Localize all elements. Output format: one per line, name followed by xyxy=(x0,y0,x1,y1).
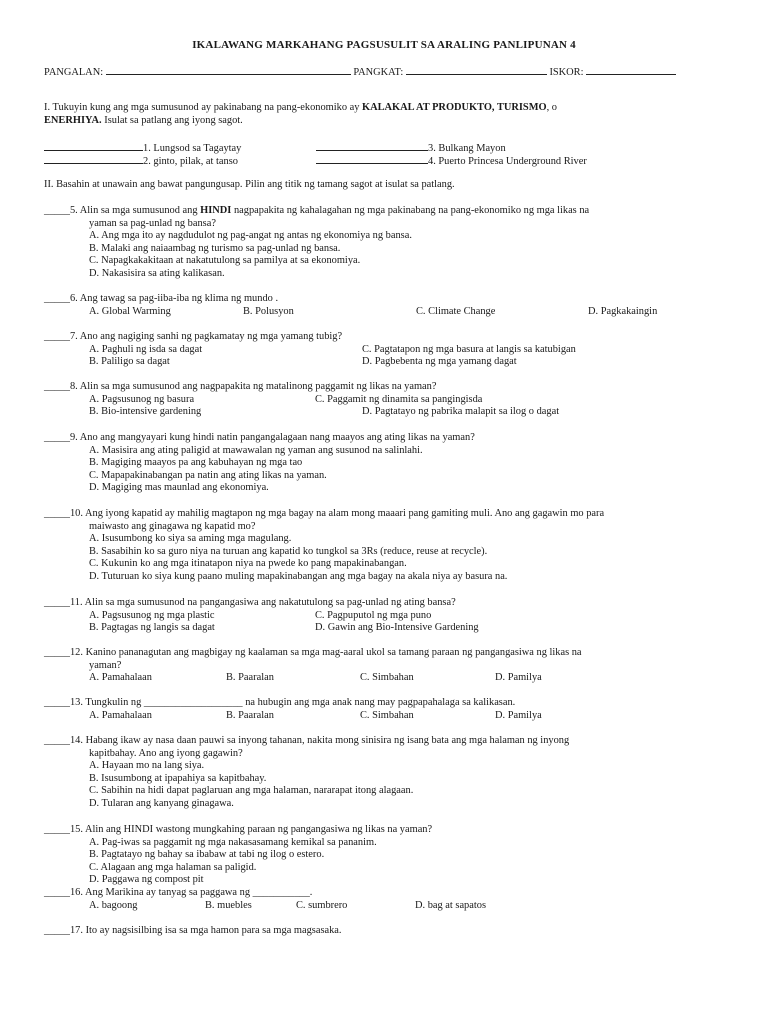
choice-c: C. Mapapakinabangan pa natin ang ating likas na yaman. xyxy=(89,469,327,481)
choice-a: A. Pamahalaan xyxy=(89,672,152,683)
part1-item-1: 1. Lungsod sa Tagaytay xyxy=(44,141,241,156)
choice-c: C. sumbrero xyxy=(296,899,348,911)
choice-c: C. Pagpuputol ng mga puno xyxy=(315,609,432,621)
name-field[interactable] xyxy=(106,65,351,75)
choice-d: D. Gawin ang Bio-Intensive Gardening xyxy=(315,622,479,633)
choice-d: D. bag at sapatos xyxy=(415,899,486,911)
choice-b: B. Malaki ang naiaambag ng turismo sa pag-unlad ng bansa. xyxy=(89,242,341,254)
choice-b: B. Isusumbong at ipapahiya sa kapitbahay. xyxy=(89,772,267,784)
part1-item-3: 3. Bulkang Mayon xyxy=(316,141,506,156)
choice-c: C. Napagkakakitaan at nakatutulong sa pamilya at sa ekonomiya. xyxy=(89,255,361,266)
part2-instruction: II. Basahin at unawain ang bawat pangungusap. Pilin ang titik ng tamang sagot at isulat sa patlang. xyxy=(44,179,455,190)
choice-d: D. Magiging mas maunlad ang ekonomiya. xyxy=(89,482,269,493)
question-9: _____9. Ano ang mangyayari kung hindi natin pangangalagaan nang maayos ang ating likas na yaman? A. Masisira ang ating paligid at mawawalan ng yaman ang susunod na salinlahi. B. Magiging maayos pa ang kabuhayan ng mga tao C. Mapapakinabangan pa natin ang ating likas na yaman. D. Magiging mas maunlad ang ekonomiya. xyxy=(44,432,734,495)
answer-blank[interactable] xyxy=(44,141,143,151)
choice-c: C. Paggamit ng dinamita sa pangingisda xyxy=(315,393,483,405)
question-12: _____12. Kanino pananagutan ang magbigay ng kaalaman sa mga mag-aaral ukol sa tamang paraan ng pangangasiwa ng likas na yaman? A. Pamahalaan B. Paaralan C. Simbahan D. Pamilya xyxy=(44,647,582,683)
choice-d: D. Pagbebenta ng mga yamang dagat xyxy=(362,356,517,367)
choice-d: D. Paggawa ng compost pit xyxy=(89,874,204,885)
choice-b: B. Pagtatayo ng bahay sa ibabaw at tabi ng ilog o estero. xyxy=(89,849,325,860)
score-field[interactable] xyxy=(586,65,676,75)
choice-a: A. Pagsusunog ng mga plastic xyxy=(89,609,215,621)
question-8: _____8. Alin sa mga sumusunod ang nagpapakita ng matalinong paggamit ng likas na yaman? A. Pagsusunog ng basura C. Paggamit ng dinamita sa pangingisda B. Bio-intensive gardening D. Pagtatayo ng pabrika malapit sa ilog o dagat xyxy=(44,381,560,417)
choice-d: D. Tuturuan ko siya kung paano muling mapakinabangan ang mga bagay na akala niya ay basura na. xyxy=(89,570,508,582)
score-label: ISKOR: xyxy=(549,67,584,78)
question-5: _____5. Alin sa mga sumusunod ang HINDI nagpapakita ng kahalagahan ng mga pakinabang na pang-ekonomiko ng mga likas na yaman sa pag-unlad ng bansa? A. Ang mga ito ay nagdudulot ng pag-angat ng antas ng ekonomiya ng bansa. B. Malaki ang naiaambag ng turismo sa pag-unlad ng bansa. C. Napagkakakitaan at nakatutulong sa pamilya at sa ekonomiya. D. Nakasisira sa ating kalikasan. xyxy=(44,205,734,280)
question-16: _____16. Ang Marikina ay tanyag sa paggawa ng ___________. A. bagoong B. muebles C. sumbrero D. bag at sapatos xyxy=(44,887,486,911)
question-10: _____10. Ang iyong kapatid ay mahilig magtapon ng mga bagay na alam mong maaari pang gamiting muli. Ano ang gagawin mo para maiwasto ang ginagawa ng kapatid mo? A. Isusumbong ko siya sa aming mga magulang. B. Sasabihin ko sa guro niya na turuan ang kapatid ko tungkol sa 3Rs (reduce, reuse at recycle). C. Kukunin ko ang mga itinatapon niya na pwede ko pang mapakinabangan. D. Tuturuan ko siya kung paano muling mapakinabangan ang mga bagay na akala niya ay basura na. xyxy=(44,508,734,583)
choice-a: A. Isusumbong ko siya sa aming mga magulang. xyxy=(89,533,292,544)
choice-c: C. Simbahan xyxy=(360,709,414,721)
question-17: _____17. Ito ay nagsisilbing isa sa mga hamon para sa mga magsasaka. xyxy=(44,925,342,936)
choice-b: B. Sasabihin ko sa guro niya na turuan ang kapatid ko tungkol sa 3Rs (reduce, reuse at recycle). xyxy=(89,545,488,557)
question-11: _____11. Alin sa mga sumusunod na pangangasiwa ang nakatutulong sa pag-unlad ng ating bansa? A. Pagsusunog ng mga plastic C. Pagpuputol ng mga puno B. Pagtagas ng langis sa dagat D. Gawin ang Bio-Intensive Gardening xyxy=(44,597,479,633)
answer-blank[interactable] xyxy=(44,154,143,164)
choice-a: A. Paghuli ng isda sa dagat xyxy=(89,343,203,355)
question-6: _____6. Ang tawag sa pag-iiba-iba ng klima ng mundo . A. Global Warming B. Polusyon C. Climate Change D. Pagkakaingin xyxy=(44,293,658,317)
choice-b: B. Paliligo sa dagat xyxy=(89,356,170,367)
answer-blank[interactable] xyxy=(316,141,428,151)
choice-a: A. Pamahalaan xyxy=(89,709,152,721)
choice-a: A. Hayaan mo na lang siya. xyxy=(89,760,205,771)
part1-instruction: I. Tukuyin kung ang mga sumusunod ay pakinabang na pang-ekonomiko ay KALAKAL AT PRODUKTO, TURISMO, o ENERHIYA. Isulat sa patlang ang iyong sagot. xyxy=(44,102,557,126)
choice-b: B. Pagtagas ng langis sa dagat xyxy=(89,622,215,633)
choice-b: B. Polusyon xyxy=(243,305,294,317)
question-7: _____7. Ano ang nagiging sanhi ng pagkamatay ng mga yamang tubig? A. Paghuli ng isda sa dagat C. Pagtatapon ng mga basura at langis sa katubigan B. Paliligo sa dagat D. Pagbebenta ng mga yamang dagat xyxy=(44,331,576,367)
choice-a: A. Ang mga ito ay nagdudulot ng pag-angat ng antas ng ekonomiya ng bansa. xyxy=(89,230,412,241)
question-13: _____13. Tungkulin ng ___________________ na hubugin ang mga anak nang may pagpapahalaga sa kalikasan. A. Pamahalaan B. Paaralan C. Simbahan D. Pamilya xyxy=(44,697,542,721)
section-label: PANGKAT: xyxy=(353,67,404,78)
section-field[interactable] xyxy=(406,65,547,75)
part1-item-4: 4. Puerto Princesa Underground River xyxy=(316,154,587,169)
student-info-row xyxy=(44,65,676,80)
page-title: IKALAWANG MARKAHANG PAGSUSULIT SA ARALING PANLIPUNAN 4 xyxy=(192,39,576,51)
part1-item-2: 2. ginto, pilak, at tanso xyxy=(44,154,238,169)
choice-b: B. Paaralan xyxy=(226,709,274,721)
choice-d: D. Pagtatayo ng pabrika malapit sa ilog o dagat xyxy=(362,406,560,417)
choice-b: B. muebles xyxy=(205,899,252,911)
choice-c: C. Alagaan ang mga halaman sa paligid. xyxy=(89,861,257,873)
question-15: _____15. Alin ang HINDI wastong mungkahing paraan ng pangangasiwa ng likas na yaman? A. Pag-iwas sa paggamit ng mga nakasasamang kemikal sa pananim. B. Pagtatayo ng bahay sa ibabaw at tabi ng ilog o estero. C. Alagaan ang mga halaman sa paligid. D. Paggawa ng compost pit xyxy=(44,824,734,887)
choice-c: C. Pagtatapon ng mga basura at langis sa katubigan xyxy=(362,343,576,355)
choice-b: B. Bio-intensive gardening xyxy=(89,406,202,417)
choice-d: D. Nakasisira sa ating kalikasan. xyxy=(89,267,225,279)
choice-c: C. Sabihin na hidi dapat paglaruan ang mga halaman, nararapat itong alagaan. xyxy=(89,785,414,796)
choice-d: D. Tularan ang kanyang ginagawa. xyxy=(89,797,234,809)
answer-blank[interactable] xyxy=(316,154,428,164)
choice-b: B. Magiging maayos pa ang kabuhayan ng mga tao xyxy=(89,457,303,468)
choice-a: A. Pag-iwas sa paggamit ng mga nakasasamang kemikal sa pananim. xyxy=(89,836,377,848)
choice-c: C. Simbahan xyxy=(360,672,414,683)
choice-d: D. Pamilya xyxy=(495,709,542,721)
choice-a: A. bagoong xyxy=(89,899,138,911)
choice-d: D. Pamilya xyxy=(495,672,542,683)
choice-d: D. Pagkakaingin xyxy=(588,305,658,317)
choice-a: A. Global Warming xyxy=(89,305,171,317)
choice-a: A. Masisira ang ating paligid at mawawalan ng yaman ang susunod na salinlahi. xyxy=(89,444,423,456)
question-14: _____14. Habang ikaw ay nasa daan pauwi sa inyong tahanan, nakita mong sinisira ng isang bata ang mga halaman ng inyong kapitbahay. Ano ang iyong gagawin? A. Hayaan mo na lang siya. B. Isusumbong at ipapahiya sa kapitbahay. C. Sabihin na hidi dapat paglaruan ang mga halaman, nararapat itong alagaan. D. Tularan ang kanyang ginagawa. xyxy=(44,735,734,810)
choice-a: A. Pagsusunog ng basura xyxy=(89,393,195,405)
choice-c: C. Climate Change xyxy=(416,305,496,317)
choice-b: B. Paaralan xyxy=(226,672,274,683)
choice-c: C. Kukunin ko ang mga itinatapon niya na pwede ko pang mapakinabangan. xyxy=(89,558,407,569)
name-label: PANGALAN: xyxy=(44,67,104,78)
